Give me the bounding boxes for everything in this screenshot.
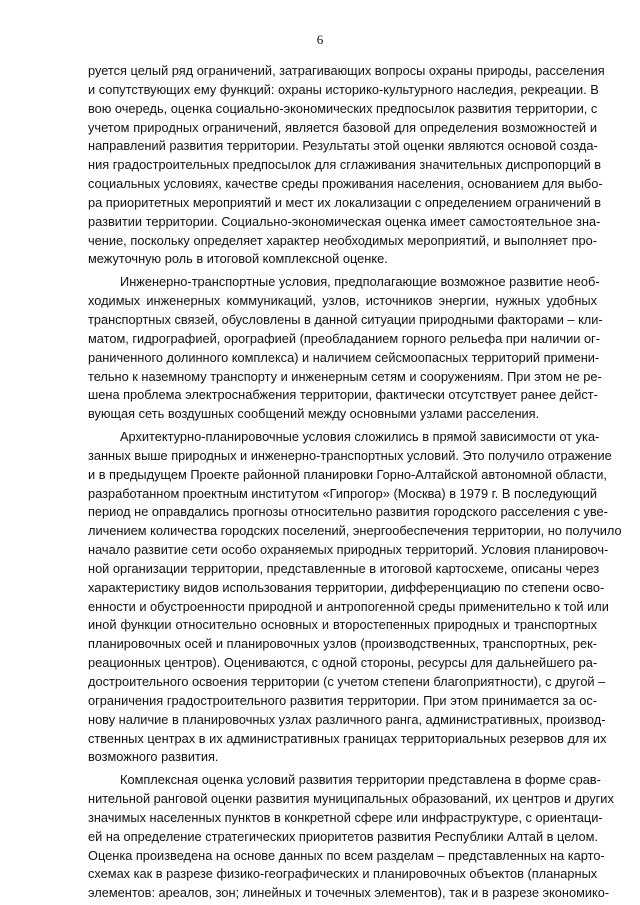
text-line: ственных центрах в их административных границах территориальных резервов для их [88, 730, 607, 746]
text-line: и сопутствующих ему функций: охраны историко-культурного наследия, рекреации. В [88, 81, 599, 97]
text-line: элементов: ареалов, зон; линейных и точечных элементов), так и в разрезе экономико- [88, 885, 610, 901]
text-line: Оценка произведена на основе данных по всем разделам – представленных на карто- [88, 847, 605, 863]
text-line: ния градостроительных предпосылок для сглаживания значительных диспропорций в [88, 157, 602, 173]
page-number: 6 [316, 32, 324, 47]
text-line: учетом природных ограничений, является базовой для определения возможностей и [88, 119, 597, 135]
text-line: разработанном проектным институтом «Гипрогор» (Москва) в 1979 г. В последующий [88, 485, 597, 501]
text-line: вою очередь, оценка социально-экономических предпосылок развития территории, с [88, 100, 598, 116]
text-line: Инженерно-транспортные условия, предполагающие возможное развитие необ- [120, 274, 600, 290]
text-line: ра приоритетных мероприятий и мест их локализации с определением ограничений в [88, 194, 601, 210]
text-line: период не оправдались прогнозы относительно развития городского расселения с уве- [88, 504, 608, 520]
text-line: нову наличие в планировочных узлах различного ранга, административных, производ- [88, 711, 606, 727]
text-line: тельно к наземному транспорту и инженерным сетям и сооружениям. При этом не ре- [88, 368, 602, 384]
text-line: характеристику видов использования территории, дифференциацию по степени осво- [88, 579, 605, 595]
text-line: схемах как в разрезе физико-географических и планировочных объектов (планарных [88, 866, 598, 882]
text-line: ной организации территории, представленные в итоговой картосхеме, описаны через [88, 560, 600, 576]
body-text [88, 62, 622, 903]
text-line: чение, поскольку определяет характер необходимых мероприятий, и выполняет про- [88, 232, 597, 248]
text-line: иной функции относительно основных и второстепенных природных и транспортных [88, 617, 597, 633]
text-line: руется целый ряд ограничений, затрагивающих вопросы охраны природы, расселения [88, 63, 605, 78]
text-line: раниченного долинного комплекса) и наличием сейсмоопасных территорий примени- [88, 349, 600, 365]
text-line: развитии территории. Социально-экономическая оценка имеет самостоятельное зна- [88, 213, 601, 229]
text-line: планировочных осей и планировочных узлов (производственных, транспортных, рек- [88, 636, 597, 652]
text-line: достроительного освоения территории (с учетом степени благоприятности), с другой – [88, 674, 606, 689]
paragraph [88, 771, 614, 903]
text-line: матом, гидрографией, орографией (преобладанием горного рельефа при наличии ог- [88, 330, 600, 346]
text-line: возможного развития. [88, 749, 219, 765]
text-line: и в предыдущем Проекте районной планировки Горно-Алтайской автономной области, [88, 466, 607, 482]
text-line: транспортных связей, обусловлены в данной ситуации природными факторами – кли- [88, 311, 603, 327]
text-line: Комплексная оценка условий развития территории представлена в форме срав- [120, 772, 601, 788]
text-line: направлений развития территории. Результаты этой оценки являются основой созда- [88, 138, 598, 154]
text-line: ограничения градостроительного развития территории. При этом принимается за ос- [88, 692, 597, 708]
text-line: межуточную роль в итоговой комплексной оценке. [88, 251, 388, 267]
paragraph [88, 62, 605, 269]
text-line: начало развитие сети особо охраняемых природных территорий. Условия планировоч- [88, 542, 609, 558]
text-line: реационных центров). Оцениваются, с одной стороны, ресурсы для дальнейшего ра- [88, 655, 598, 671]
text-line: ей на определение стратегических приоритетов развития Республики Алтай в целом. [88, 828, 598, 844]
paragraph [88, 428, 622, 767]
text-line: вующая сеть воздушных сообщений между основными узлами расселения. [88, 406, 540, 422]
text-line: ходимых инженерных коммуникаций, узлов, источников энергии, нужных удобных [88, 293, 597, 309]
text-line: нительной ранговой оценки развития муниципальных образований, их центров и других [88, 791, 614, 807]
text-line: енности и обустроенности природной и антропогенной среды применительно к той или [88, 598, 609, 614]
paragraph [88, 273, 603, 424]
text-line: социальных условиях, качестве среды проживания населения, основанием для выбо- [88, 176, 603, 192]
text-line: занных выше природных и инженерно-транспортных условий. Это получило отражение [88, 447, 612, 463]
text-line: значимых населенных пунктов в конкретной сфере или инфраструктуре, с ориентаци- [88, 809, 603, 825]
text-line: личением количества городских поселений, энергообеспечения территории, но получило [88, 523, 622, 539]
text-line: Архитектурно-планировочные условия сложились в прямой зависимости от ука- [120, 429, 600, 445]
text-line: шена проблема электроснабжения территории, фактически отсутствует ранее дейст- [88, 387, 598, 403]
